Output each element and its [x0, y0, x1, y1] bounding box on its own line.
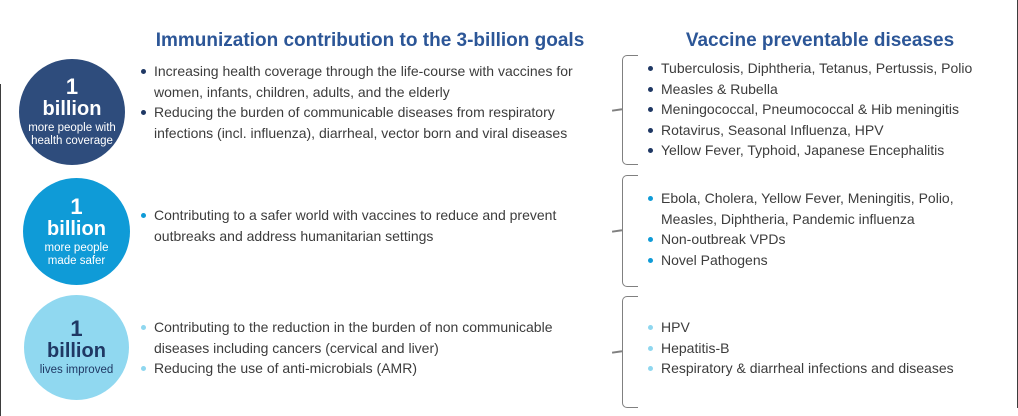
disease-list-3: [648, 317, 1013, 379]
circle-unit: billion: [47, 217, 106, 240]
list-item: [141, 358, 603, 379]
list-item: [648, 58, 1013, 79]
item-text: Rotavirus, Seasonal Influenza, HPV: [661, 121, 884, 138]
item-text: Meningococcal, Pneumococcal & Hib meningitis: [661, 101, 960, 117]
bullet-icon: [648, 366, 653, 371]
curly-bracket-icon: [622, 296, 638, 408]
list-item: [141, 61, 603, 102]
item-text: Reducing the burden of communicable diseases from respiratory infections (incl. influenza), diarrheal, vector born and viral diseases: [154, 104, 568, 141]
circle-value: 1: [70, 193, 83, 219]
goal-circle-health-coverage: [19, 59, 125, 165]
circle-unit: billion: [47, 340, 106, 362]
curly-bracket-icon: [622, 55, 638, 165]
list-item: [648, 250, 1013, 271]
circle-caption: lives improved: [39, 364, 114, 376]
curly-bracket-icon: [622, 175, 638, 287]
item-text: Novel Pathogens: [661, 251, 768, 268]
bullet-icon: [141, 213, 146, 218]
item-text: Non-outbreak VPDs: [661, 231, 786, 247]
goal-circle-made-safer: [23, 178, 130, 285]
disease-list-2: [648, 188, 1013, 270]
circle-caption: more people made safer: [44, 241, 109, 267]
list-item: [141, 102, 603, 143]
list-item: [648, 317, 1013, 338]
bullet-icon: [648, 107, 653, 112]
item-text: Reducing the use of anti-microbials (AMR): [154, 360, 417, 376]
bullet-icon: [648, 258, 653, 263]
contribution-list-1: [141, 61, 603, 143]
column-header-immunization: Immunization contribution to the 3-billion goals: [155, 30, 585, 51]
contribution-list-2: [141, 205, 603, 246]
item-text: Yellow Fever, Typhoid, Japanese Encephalitis: [661, 142, 945, 158]
list-item: [648, 338, 1013, 359]
item-text: Measles & Rubella: [661, 80, 778, 97]
bullet-icon: [648, 325, 653, 330]
contribution-list-3: [141, 317, 603, 379]
disease-list-1: [648, 58, 1013, 161]
circle-value: 1: [65, 74, 79, 99]
goal-circle-lives-improved: [24, 295, 129, 400]
list-item: [648, 140, 1013, 161]
list-item: [648, 188, 1013, 229]
list-item: [141, 205, 603, 246]
item-text: Contributing to a safer world with vaccines to reduce and prevent outbreaks and address humanitarian settings: [154, 207, 557, 244]
item-text: Contributing to the reduction in the burden of non communicable diseases including cancers (cervical and liver): [154, 319, 553, 356]
list-item: [648, 229, 1013, 250]
bullet-icon: [141, 110, 146, 115]
item-text: HPV: [661, 319, 690, 335]
bullet-icon: [141, 69, 146, 74]
bullet-icon: [648, 148, 653, 153]
item-text: Respiratory & diarrheal infections and diseases: [661, 360, 954, 376]
list-item: [648, 99, 1013, 120]
left-border-line: [0, 84, 1, 416]
bullet-icon: [648, 237, 653, 242]
bullet-icon: [648, 87, 653, 92]
list-item: [648, 79, 1013, 100]
bullet-icon: [648, 128, 653, 133]
item-text: Increasing health coverage through the life-course with vaccines for women, infants, children, adults, and the elderly: [154, 63, 573, 100]
list-item: [648, 358, 1013, 379]
list-item: [648, 120, 1013, 141]
circle-unit: billion: [42, 98, 102, 120]
bullet-icon: [141, 366, 146, 371]
bullet-icon: [648, 196, 653, 201]
circle-caption: more people with health coverage: [28, 122, 116, 147]
bullet-icon: [648, 346, 653, 351]
bullet-icon: [648, 66, 653, 71]
column-header-diseases: Vaccine preventable diseases: [685, 30, 955, 51]
circle-value: 1: [70, 316, 83, 341]
list-item: [141, 317, 603, 358]
item-text: Hepatitis-B: [661, 339, 730, 356]
item-text: Tuberculosis, Diphtheria, Tetanus, Pertussis, Polio: [661, 60, 973, 76]
item-text: Ebola, Cholera, Yellow Fever, Meningitis, Polio, Measles, Diphtheria, Pandemic influenza: [661, 190, 954, 227]
bullet-icon: [141, 325, 146, 330]
